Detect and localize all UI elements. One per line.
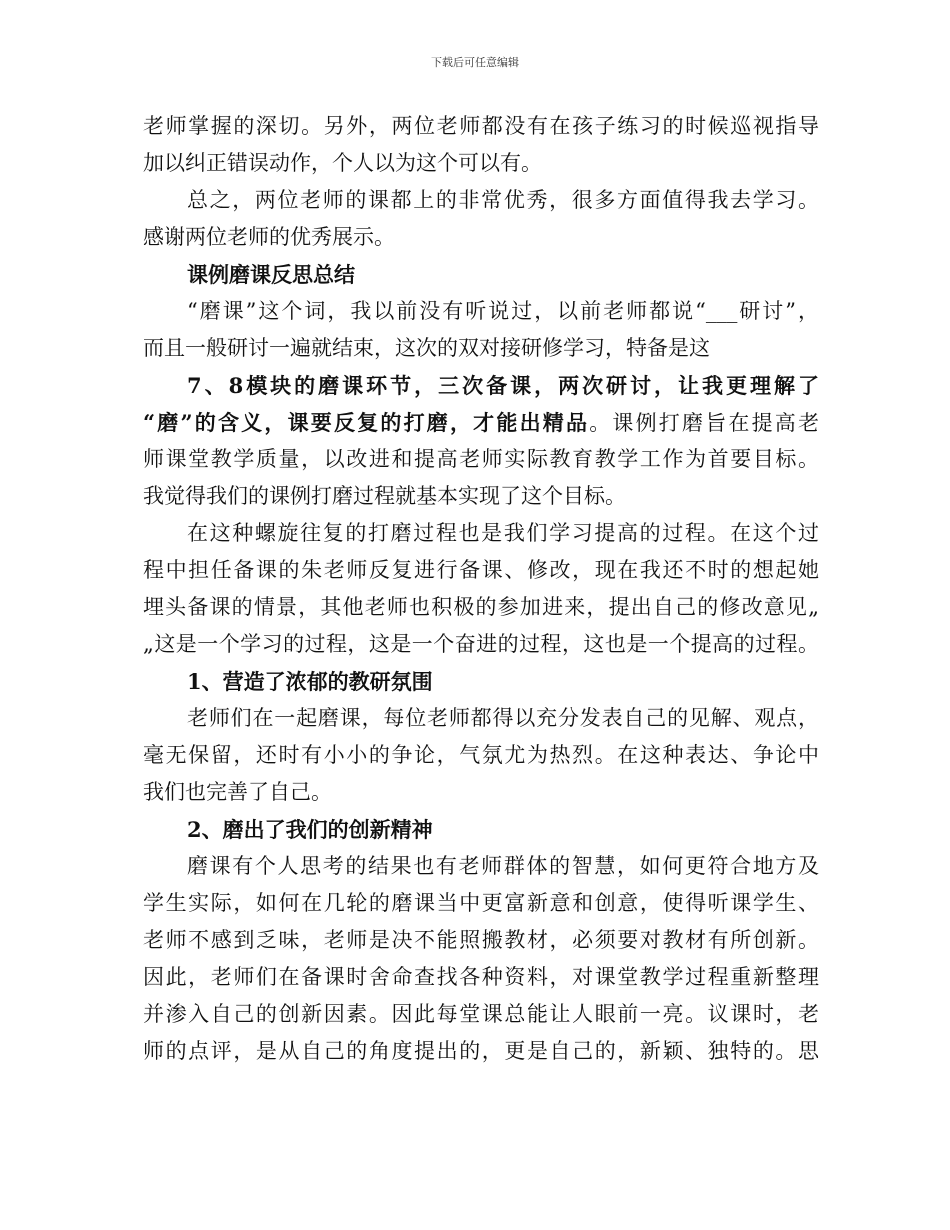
document-body: [143, 108, 819, 1070]
body-text-line: 因此，老师们在备课时舍命查找各种资料，对课堂教学过程重新整理: [143, 965, 819, 989]
body-text-line: 老师不感到乏味，老师是决不能照搬教材，必须要对教材有所创新。: [143, 928, 819, 952]
section-heading: 课例磨课反思总结: [187, 262, 355, 287]
body-text-line: “磨课”这个词，我以前没有听说过，以前老师都说“___研讨”，: [187, 299, 819, 323]
emphasized-text: “磨”的含义，课要反复的打磨，才能出精品: [143, 410, 590, 435]
body-text-line: 并渗入自己的创新因素。因此每堂课总能让人眼前一亮。议课时，老: [143, 1002, 819, 1026]
body-text-line: 加以纠正错误动作，个人以为这个可以有。: [143, 151, 542, 175]
body-text-line: 师课堂教学质量，以改进和提高老师实际教育教学工作为首要目标。: [143, 447, 819, 471]
body-text-line: 总之，两位老师的课都上的非常优秀，很多方面值得我去学习。: [187, 188, 819, 212]
body-text-line: 在这种螺旋往复的打磨过程也是我们学习提高的过程。在这个过: [187, 521, 819, 545]
body-text-line: 磨课有个人思考的结果也有老师群体的智慧，如何更符合地方及: [187, 854, 819, 878]
body-text-line: 我觉得我们的课例打磨过程就基本实现了这个目标。: [143, 484, 626, 508]
body-text-line: 而且一般研讨一遍就结束，这次的双对接研修学习，特备是这: [143, 336, 710, 360]
body-text-line: 埋头备课的情景，其他老师也积极的参加进来，提出自己的修改意见„: [143, 595, 819, 619]
section-heading: 2、磨出了我们的创新精神: [187, 817, 433, 842]
section-heading: 1、营造了浓郁的教研氛围: [187, 669, 433, 694]
body-text-line: 师的点评，是从自己的角度提出的，更是自己的，新颖、独特的。思: [143, 1039, 819, 1063]
body-text-line: 我们也完善了自己。: [143, 780, 332, 804]
body-text-line: 程中担任备课的朱老师反复进行备课、修改，现在我还不时的想起她: [143, 558, 819, 582]
body-text-line: 毫无保留，还时有小小的争论，气氛尤为热烈。在这种表达、争论中: [143, 743, 819, 767]
body-text-line: [143, 404, 819, 441]
body-text-line: „这是一个学习的过程，这是一个奋进的过程，这也是一个提高的过程。: [143, 632, 819, 656]
body-text-line: 感谢两位老师的优秀展示。: [143, 225, 395, 249]
body-text-line: 老师们在一起磨课，每位老师都得以充分发表自己的见解、观点，: [187, 706, 819, 730]
page-header: 下载后可任意编辑: [431, 56, 519, 69]
body-text-line: 学生实际，如何在几轮的磨课当中更富新意和创意，使得听课学生、: [143, 891, 819, 915]
body-text: 。课例打磨旨在提高老: [589, 411, 819, 435]
body-text-line: 老师掌握的深切。另外，两位老师都没有在孩子练习的时候巡视指导: [143, 114, 819, 138]
body-text-line: 7、8模块的磨课环节，三次备课，两次研讨，让我更理解了: [187, 373, 819, 398]
